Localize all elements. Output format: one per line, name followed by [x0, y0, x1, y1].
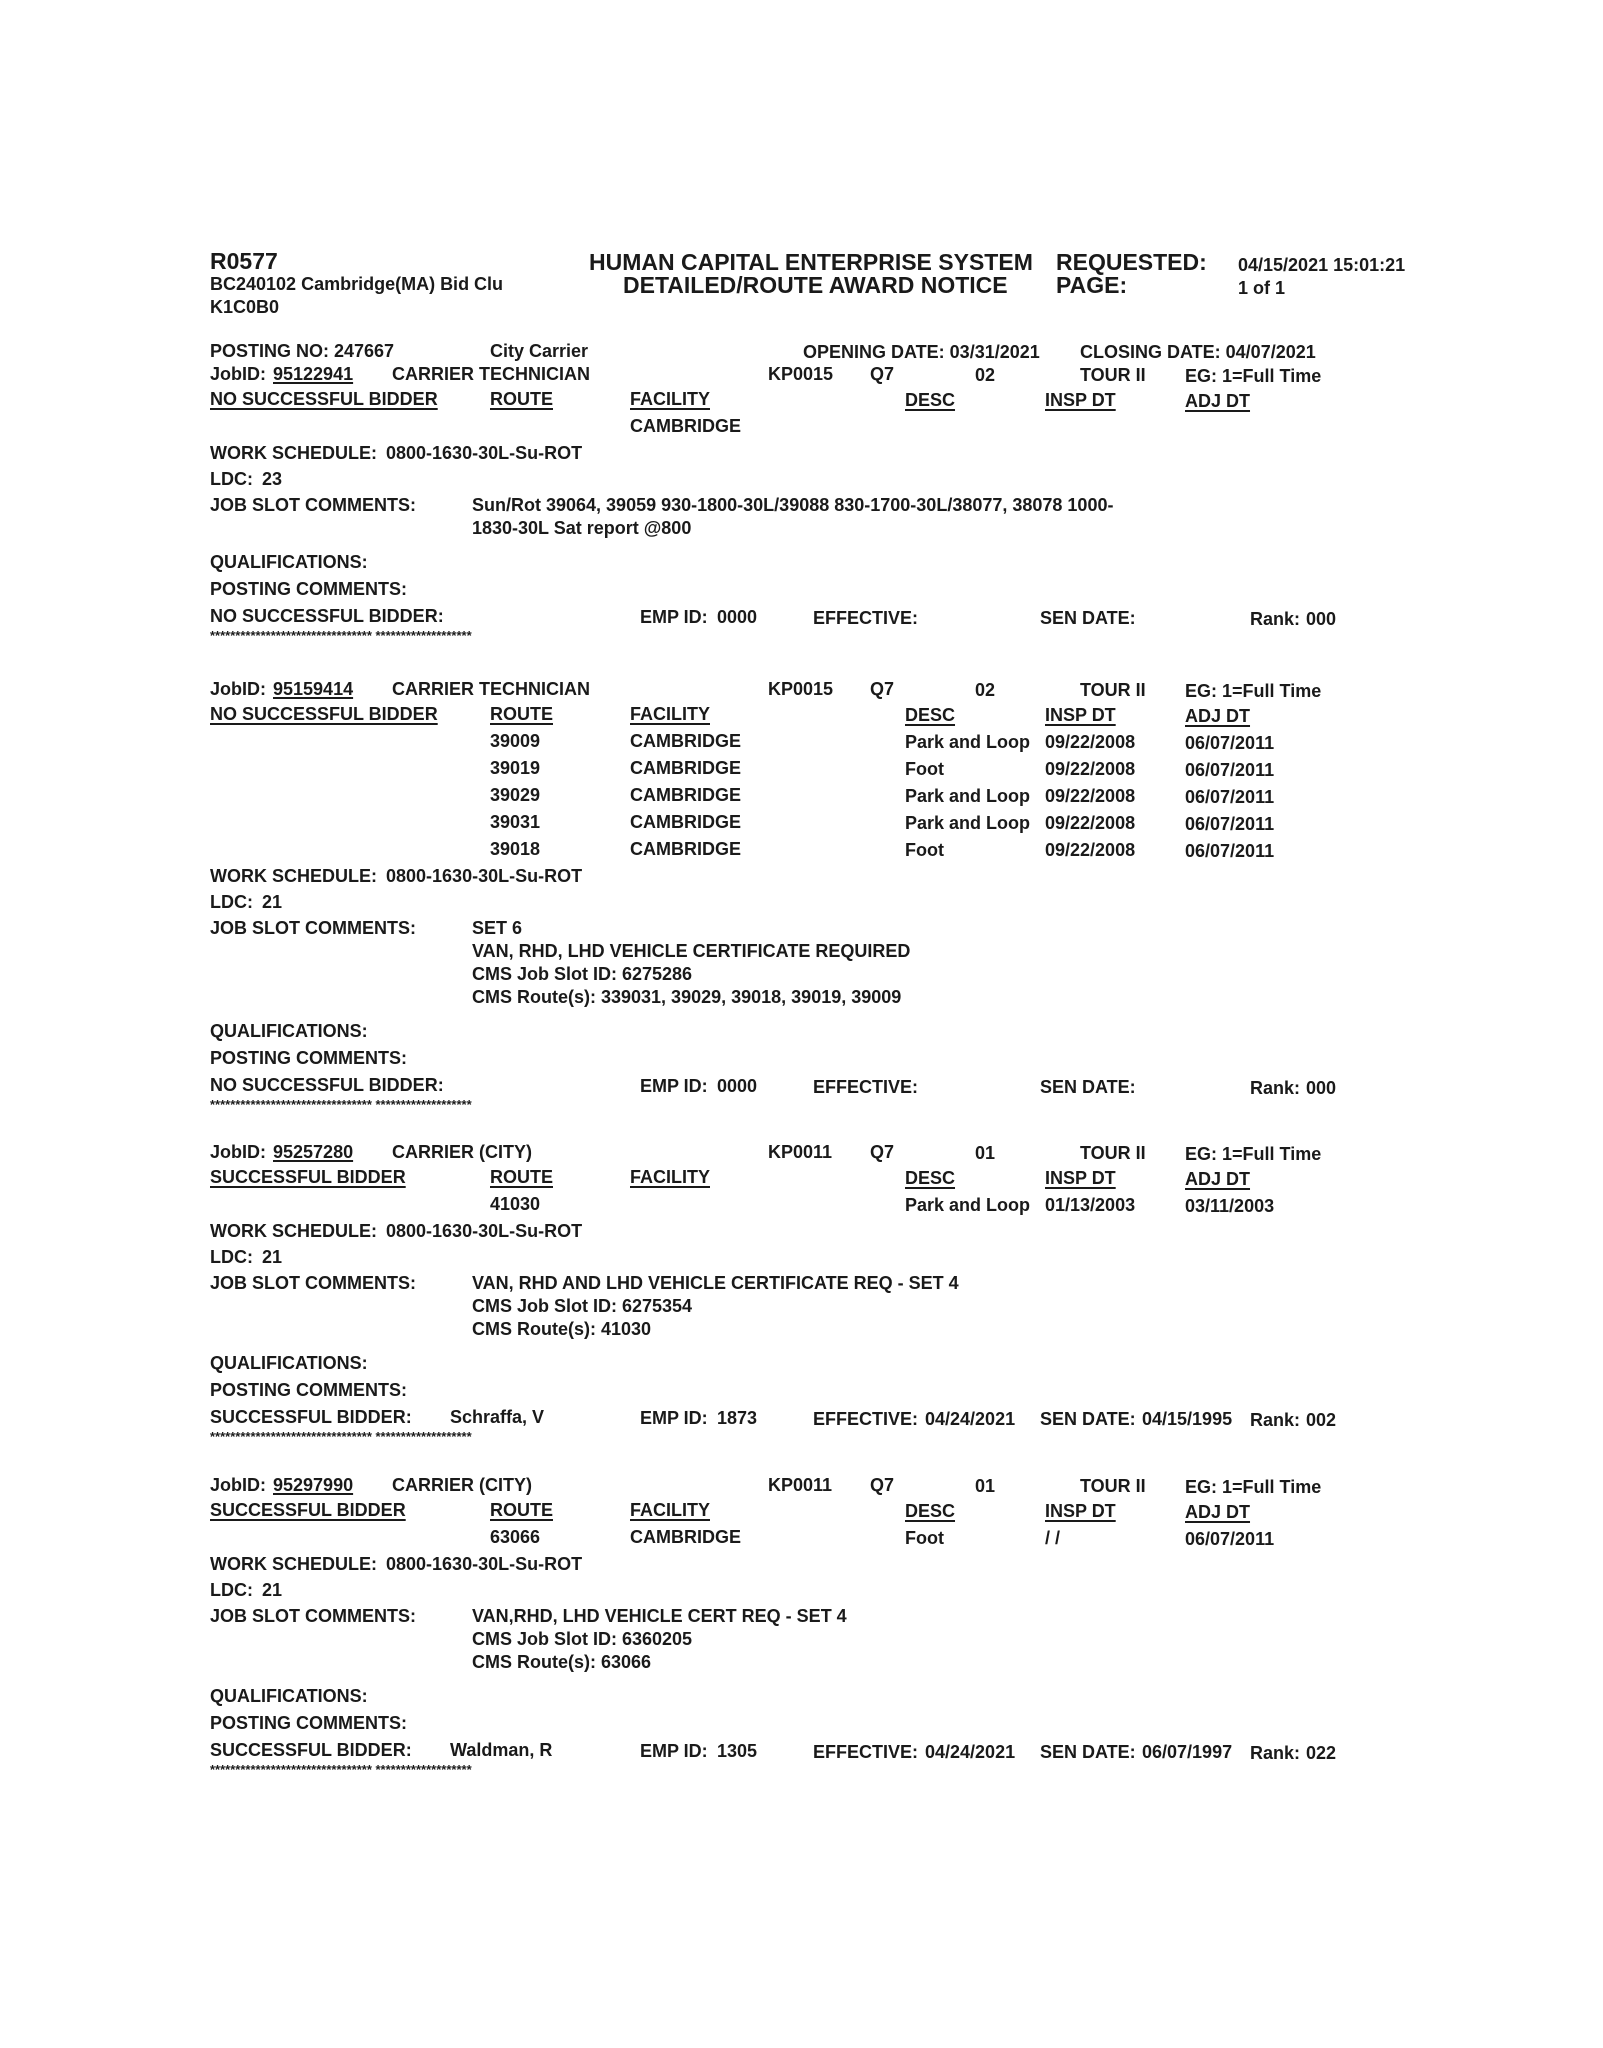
job-slot-comment-line: Sun/Rot 39064, 39059 930-1800-30L/39088 830-1700-30L/38077, 38078 1000-: [472, 495, 1114, 515]
route-insp-dt: 09/22/2008: [1045, 732, 1136, 752]
job-kp-code: KP0011: [768, 1475, 833, 1495]
ldc-value: 23: [262, 469, 283, 489]
job-title: CARRIER (CITY): [392, 1475, 532, 1495]
job-tour: TOUR II: [1080, 1143, 1146, 1163]
job-slot-comment-line: VAN,RHD, LHD VEHICLE CERT REQ - SET 4: [472, 1606, 847, 1626]
job-eg: EG: 1=Full Time: [1185, 366, 1322, 386]
col-header-desc: DESC: [905, 1168, 956, 1188]
effective-label: EFFECTIVE:: [813, 1742, 919, 1762]
job-title: CARRIER TECHNICIAN: [392, 679, 590, 699]
job-kp-code: KP0015: [768, 364, 834, 384]
route-number: 41030: [490, 1194, 541, 1214]
ldc-label: LDC:: [210, 1580, 253, 1600]
rank-label: Rank:: [1250, 1078, 1301, 1098]
job-num: 01: [975, 1476, 996, 1496]
sen-date-value: 04/15/1995: [1142, 1409, 1233, 1429]
job-slot-comment-line: CMS Route(s): 339031, 39029, 39018, 39019, 39009: [472, 987, 902, 1007]
bidder-label: NO SUCCESSFUL BIDDER:: [210, 606, 444, 626]
route-insp-dt: 09/22/2008: [1045, 813, 1136, 833]
col-header-desc: DESC: [905, 1501, 956, 1521]
col-header-facility: FACILITY: [630, 389, 710, 409]
route-desc: Foot: [905, 840, 944, 860]
col-header-insp-dt: INSP DT: [1045, 1501, 1116, 1521]
col-header-adj-dt: ADJ DT: [1185, 1502, 1251, 1522]
job-id-label: JobID:: [210, 364, 266, 384]
job-slot-comment-line: CMS Job Slot ID: 6275286: [472, 964, 693, 984]
job-q-code: Q7: [870, 364, 895, 384]
col-header-facility: FACILITY: [630, 1500, 710, 1520]
emp-id-label: EMP ID:: [640, 1741, 708, 1761]
bidder-header: SUCCESSFUL BIDDER: [210, 1500, 406, 1520]
job-slot-comments-label: JOB SLOT COMMENTS:: [210, 1606, 416, 1626]
work-schedule-label: WORK SCHEDULE:: [210, 1221, 377, 1241]
effective-value: 04/24/2021: [925, 1409, 1016, 1429]
col-header-adj-dt: ADJ DT: [1185, 706, 1251, 726]
job-slot-comments-label: JOB SLOT COMMENTS:: [210, 1273, 416, 1293]
work-schedule-value: 0800-1630-30L-Su-ROT: [386, 1221, 583, 1241]
route-desc: Foot: [905, 1528, 944, 1548]
effective-label: EFFECTIVE:: [813, 608, 919, 628]
route-facility: CAMBRIDGE: [630, 812, 741, 832]
sen-date-value: 06/07/1997: [1142, 1742, 1233, 1762]
posting-comments-label: POSTING COMMENTS:: [210, 1048, 407, 1068]
route-insp-dt: 09/22/2008: [1045, 759, 1136, 779]
requested-label: REQUESTED:: [1056, 249, 1207, 275]
qualifications-label: QUALIFICATIONS:: [210, 552, 368, 572]
rank-label: Rank:: [1250, 1410, 1301, 1430]
effective-value: 04/24/2021: [925, 1742, 1016, 1762]
rank-value: 022: [1306, 1743, 1337, 1763]
emp-id-label: EMP ID:: [640, 1408, 708, 1428]
report-id: R0577: [210, 248, 278, 274]
job-id-value: 95159414: [273, 679, 354, 699]
job-slot-comment-line: CMS Route(s): 63066: [472, 1652, 652, 1672]
rank-value: 002: [1306, 1410, 1337, 1430]
emp-id-value: 1305: [717, 1741, 758, 1761]
route-facility: CAMBRIDGE: [630, 1527, 741, 1547]
bidder-label: SUCCESSFUL BIDDER:: [210, 1740, 412, 1760]
ldc-value: 21: [262, 892, 283, 912]
route-desc: Foot: [905, 759, 944, 779]
rank-label: Rank:: [1250, 1743, 1301, 1763]
work-schedule-label: WORK SCHEDULE:: [210, 443, 377, 463]
job-id-label: JobID:: [210, 1142, 266, 1162]
col-header-insp-dt: INSP DT: [1045, 390, 1116, 410]
job-eg: EG: 1=Full Time: [1185, 1144, 1322, 1164]
route-desc: Park and Loop: [905, 786, 1031, 806]
job-slot-comment-line: 1830-30L Sat report @800: [472, 518, 692, 538]
route-adj-dt: 06/07/2011: [1185, 733, 1275, 753]
work-schedule-label: WORK SCHEDULE:: [210, 1554, 377, 1574]
posting-comments-label: POSTING COMMENTS:: [210, 579, 407, 599]
col-header-desc: DESC: [905, 705, 956, 725]
job-slot-comment-line: CMS Job Slot ID: 6360205: [472, 1629, 693, 1649]
work-schedule-value: 0800-1630-30L-Su-ROT: [386, 1554, 583, 1574]
route-insp-dt: 09/22/2008: [1045, 786, 1136, 806]
job-tour: TOUR II: [1080, 1476, 1146, 1496]
route-adj-dt: 06/07/2011: [1185, 841, 1275, 861]
route-facility: CAMBRIDGE: [630, 416, 741, 436]
col-header-insp-dt: INSP DT: [1045, 1168, 1116, 1188]
work-schedule-value: 0800-1630-30L-Su-ROT: [386, 443, 583, 463]
posting-no: POSTING NO: 247667: [210, 341, 395, 361]
qualifications-label: QUALIFICATIONS:: [210, 1686, 368, 1706]
rank-value: 000: [1306, 609, 1337, 629]
bidder-label: NO SUCCESSFUL BIDDER:: [210, 1075, 444, 1095]
posting-comments-label: POSTING COMMENTS:: [210, 1713, 407, 1733]
emp-id-value: 0000: [717, 1076, 758, 1096]
emp-id-value: 1873: [717, 1408, 758, 1428]
rank-label: Rank:: [1250, 609, 1301, 629]
job-slot-comment-line: CMS Route(s): 41030: [472, 1319, 652, 1339]
bidder-name: Waldman, R: [450, 1740, 553, 1760]
job-eg: EG: 1=Full Time: [1185, 1477, 1322, 1497]
separator-line: ******************************** *******************: [210, 1097, 472, 1112]
closing-date: CLOSING DATE: 04/07/2021: [1080, 342, 1316, 362]
job-title: CARRIER (CITY): [392, 1142, 532, 1162]
separator-line: ******************************** *******************: [210, 1762, 472, 1777]
route-facility: CAMBRIDGE: [630, 758, 741, 778]
sen-date-label: SEN DATE:: [1040, 1409, 1136, 1429]
notice-title: DETAILED/ROUTE AWARD NOTICE: [623, 272, 1008, 298]
route-adj-dt: 06/07/2011: [1185, 760, 1275, 780]
separator-line: ******************************** *******************: [210, 1429, 472, 1444]
route-number: 39031: [490, 812, 541, 832]
sen-date-label: SEN DATE:: [1040, 608, 1136, 628]
job-kp-code: KP0015: [768, 679, 834, 699]
route-adj-dt: 03/11/2003: [1185, 1196, 1275, 1216]
bidder-name: Schraffa, V: [450, 1407, 545, 1427]
job-num: 02: [975, 680, 996, 700]
route-number: 39019: [490, 758, 541, 778]
bidder-label: SUCCESSFUL BIDDER:: [210, 1407, 412, 1427]
job-title: CARRIER TECHNICIAN: [392, 364, 590, 384]
requested-value: 04/15/2021 15:01:21: [1238, 255, 1406, 275]
route-desc: Park and Loop: [905, 813, 1031, 833]
bidder-header: SUCCESSFUL BIDDER: [210, 1167, 406, 1187]
work-schedule-value: 0800-1630-30L-Su-ROT: [386, 866, 583, 886]
emp-id-label: EMP ID:: [640, 607, 708, 627]
col-header-facility: FACILITY: [630, 704, 710, 724]
rank-value: 000: [1306, 1078, 1337, 1098]
col-header-route: ROUTE: [490, 389, 553, 409]
work-schedule-label: WORK SCHEDULE:: [210, 866, 377, 886]
code-line: K1C0B0: [210, 297, 280, 317]
ldc-value: 21: [262, 1580, 283, 1600]
sen-date-label: SEN DATE:: [1040, 1077, 1136, 1097]
separator-line: ******************************** *******************: [210, 628, 472, 643]
route-facility: CAMBRIDGE: [630, 731, 741, 751]
job-slot-comment-line: VAN, RHD, LHD VEHICLE CERTIFICATE REQUIRED: [472, 941, 911, 961]
job-num: 01: [975, 1143, 996, 1163]
route-number: 39018: [490, 839, 541, 859]
system-title: HUMAN CAPITAL ENTERPRISE SYSTEM: [589, 249, 1033, 275]
job-id-value: 95297990: [273, 1475, 354, 1495]
job-tour: TOUR II: [1080, 680, 1146, 700]
route-facility: CAMBRIDGE: [630, 785, 741, 805]
bidder-header: NO SUCCESSFUL BIDDER: [210, 704, 438, 724]
col-header-desc: DESC: [905, 390, 956, 410]
job-id-label: JobID:: [210, 1475, 266, 1495]
col-header-adj-dt: ADJ DT: [1185, 1169, 1251, 1189]
sen-date-label: SEN DATE:: [1040, 1742, 1136, 1762]
col-header-route: ROUTE: [490, 704, 553, 724]
job-num: 02: [975, 365, 996, 385]
job-eg: EG: 1=Full Time: [1185, 681, 1322, 701]
job-id-label: JobID:: [210, 679, 266, 699]
job-id-value: 95257280: [273, 1142, 354, 1162]
page-label: PAGE:: [1056, 272, 1128, 298]
ldc-value: 21: [262, 1247, 283, 1267]
job-kp-code: KP0011: [768, 1142, 833, 1162]
job-q-code: Q7: [870, 1475, 895, 1495]
route-insp-dt: 01/13/2003: [1045, 1195, 1136, 1215]
job-q-code: Q7: [870, 1142, 895, 1162]
job-q-code: Q7: [870, 679, 895, 699]
route-adj-dt: 06/07/2011: [1185, 787, 1275, 807]
col-header-facility: FACILITY: [630, 1167, 710, 1187]
col-header-route: ROUTE: [490, 1500, 553, 1520]
qualifications-label: QUALIFICATIONS:: [210, 1021, 368, 1041]
col-header-adj-dt: ADJ DT: [1185, 391, 1251, 411]
opening-date: OPENING DATE: 03/31/2021: [803, 342, 1040, 362]
job-slot-comments-label: JOB SLOT COMMENTS:: [210, 495, 416, 515]
route-number: 63066: [490, 1527, 541, 1547]
route-facility: CAMBRIDGE: [630, 839, 741, 859]
route-desc: Park and Loop: [905, 1195, 1031, 1215]
col-header-route: ROUTE: [490, 1167, 553, 1187]
job-slot-comments-label: JOB SLOT COMMENTS:: [210, 918, 416, 938]
emp-id-label: EMP ID:: [640, 1076, 708, 1096]
job-tour: TOUR II: [1080, 365, 1146, 385]
job-id-value: 95122941: [273, 364, 354, 384]
page-value: 1 of 1: [1238, 278, 1286, 298]
job-slot-comment-line: CMS Job Slot ID: 6275354: [472, 1296, 693, 1316]
col-header-insp-dt: INSP DT: [1045, 705, 1116, 725]
job-slot-comment-line: SET 6: [472, 918, 523, 938]
emp-id-value: 0000: [717, 607, 758, 627]
ldc-label: LDC:: [210, 469, 253, 489]
effective-label: EFFECTIVE:: [813, 1077, 919, 1097]
bidder-header: NO SUCCESSFUL BIDDER: [210, 389, 438, 409]
posting-comments-label: POSTING COMMENTS:: [210, 1380, 407, 1400]
job-slot-comment-line: VAN, RHD AND LHD VEHICLE CERTIFICATE REQ - SET 4: [472, 1273, 959, 1293]
effective-label: EFFECTIVE:: [813, 1409, 919, 1429]
route-insp-dt: 09/22/2008: [1045, 840, 1136, 860]
ldc-label: LDC:: [210, 1247, 253, 1267]
route-insp-dt: / /: [1045, 1528, 1061, 1548]
route-adj-dt: 06/07/2011: [1185, 1529, 1275, 1549]
office-line: BC240102 Cambridge(MA) Bid Clu: [210, 274, 504, 294]
posting-craft: City Carrier: [490, 341, 589, 361]
route-desc: Park and Loop: [905, 732, 1031, 752]
route-number: 39009: [490, 731, 541, 751]
ldc-label: LDC:: [210, 892, 253, 912]
route-number: 39029: [490, 785, 541, 805]
qualifications-label: QUALIFICATIONS:: [210, 1353, 368, 1373]
route-adj-dt: 06/07/2011: [1185, 814, 1275, 834]
